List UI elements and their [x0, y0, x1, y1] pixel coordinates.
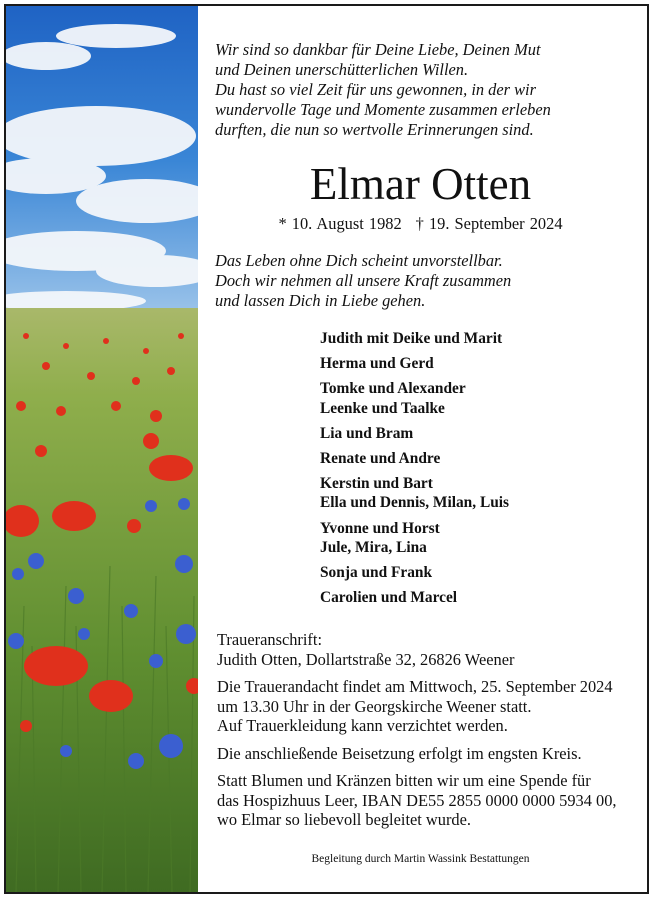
address-line: Judith Otten, Dollartstraße 32, 26826 Weener — [217, 649, 515, 669]
farewell-verse — [215, 251, 635, 311]
mourning-address — [217, 630, 642, 669]
mourner-group — [320, 563, 640, 583]
mourner-group — [320, 354, 640, 374]
ceremony-notice — [217, 677, 642, 736]
ceremony-line: Auf Trauerkleidung kann verzichtet werden. — [217, 716, 508, 735]
mourner-group — [320, 519, 640, 558]
poppy-field-photo — [6, 6, 198, 892]
mourner-line: Lia und Bram — [320, 424, 414, 442]
undertaker-credit: Begleitung durch Martin Wassink Bestattungen — [311, 853, 530, 865]
mourners-list — [320, 329, 640, 608]
intro-line: Du hast so viel Zeit für uns gewonnen, in der wir — [215, 80, 536, 99]
intro-line: wundervolle Tage und Momente zusammen erleben — [215, 100, 551, 119]
mourner-line: Kerstin und Bart — [320, 474, 433, 492]
mourner-line: Renate und Andre — [320, 449, 441, 467]
ceremony-line: Die Trauerandacht findet am Mittwoch, 25. September 2024 — [217, 677, 613, 696]
donation-notice — [217, 771, 642, 830]
mourner-group — [320, 329, 640, 349]
notices — [217, 630, 642, 838]
deceased-name: Elmar Otten — [309, 159, 532, 209]
mourner-line: Yvonne und Horst — [320, 519, 440, 537]
obituary-frame — [4, 4, 649, 894]
verse-line: und lassen Dich in Liebe gehen. — [215, 291, 426, 310]
mourner-group — [320, 379, 640, 418]
mourner-line: Ella und Dennis, Milan, Luis — [320, 494, 510, 512]
burial-notice — [217, 744, 642, 764]
mourner-group — [320, 474, 640, 513]
mourner-line: Jule, Mira, Lina — [320, 539, 427, 557]
birth-date: * 10. August 1982 — [278, 214, 402, 233]
mourner-line: Herma und Gerd — [320, 355, 434, 373]
mourner-line: Carolien und Marcel — [320, 589, 458, 607]
mourner-line: Tomke und Alexander — [320, 380, 466, 398]
intro-line: und Deinen unerschütterlichen Willen. — [215, 60, 469, 79]
life-dates — [213, 214, 628, 234]
mourner-group — [320, 588, 640, 608]
mourner-group — [320, 424, 640, 444]
intro-line: durften, die nun so wertvolle Erinnerungen sind. — [215, 120, 534, 139]
mourner-group — [320, 449, 640, 469]
donation-line: wo Elmar so liebevoll begleitet wurde. — [217, 810, 471, 829]
intro-line: Wir sind so dankbar für Deine Liebe, Deinen Mut — [215, 40, 541, 59]
ceremony-line: um 13.30 Uhr in der Georgskirche Weener statt. — [217, 696, 532, 716]
donation-line: das Hospizhuus Leer, IBAN DE55 2855 0000 0000 5934 00, — [217, 790, 617, 810]
burial-line: Die anschließende Beisetzung erfolgt im engsten Kreis. — [217, 743, 582, 763]
donation-line: Statt Blumen und Kränzen bitten wir um eine Spende für — [217, 771, 591, 790]
mourner-line: Sonja und Frank — [320, 564, 433, 582]
address-label: Traueranschrift: — [217, 630, 322, 649]
verse-line: Doch wir nehmen all unsere Kraft zusammen — [215, 271, 512, 290]
mourner-line: Judith mit Deike und Marit — [320, 330, 503, 347]
mourner-line: Leenke und Taalke — [320, 399, 445, 417]
poppy-field-icon — [6, 6, 198, 892]
death-date: † 19. September 2024 — [415, 214, 563, 233]
intro-poem — [215, 40, 635, 140]
verse-line: Das Leben ohne Dich scheint unvorstellbar. — [215, 251, 503, 270]
